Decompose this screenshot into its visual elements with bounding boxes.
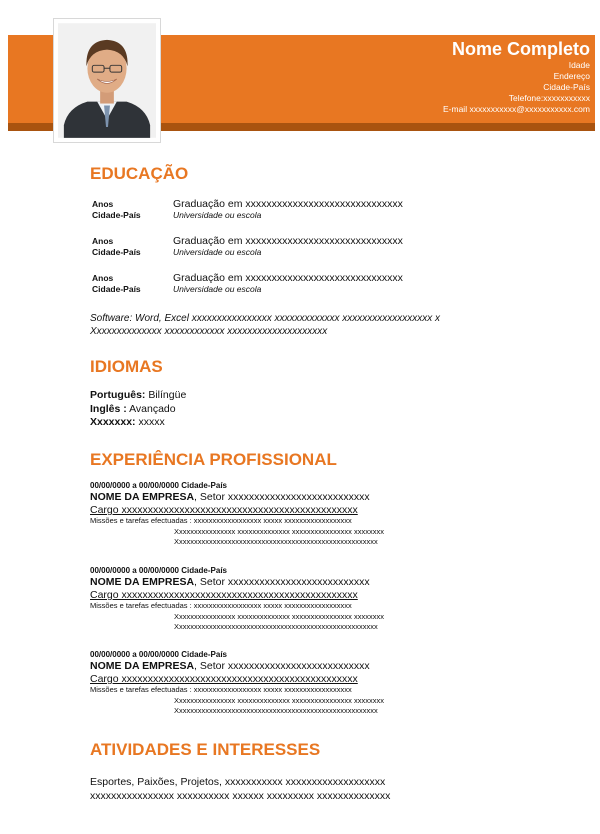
languages-list xyxy=(90,389,590,430)
education-years-place xyxy=(92,273,141,295)
language-name: Xxxxxxx: xyxy=(90,416,136,428)
education-degree: Graduação em xxxxxxxxxxxxxxxxxxxxxxxxxxxxxx xyxy=(173,198,403,210)
education-school: Universidade ou escola xyxy=(173,210,262,220)
experience-date: 00/00/0000 a 00/00/0000 Cidade-País xyxy=(90,566,227,575)
education-school: Universidade ou escola xyxy=(173,247,262,257)
profile-photo-image xyxy=(58,23,156,138)
phone-line: Telefone:xxxxxxxxxxx xyxy=(508,93,590,103)
profile-photo xyxy=(53,18,161,143)
missions-line: Xxxxxxxxxxxxxxxx xxxxxxxxxxxxxx xxxxxxxxxxxxxxxx xxxxxxxx xyxy=(174,611,385,621)
education-years-place xyxy=(92,199,141,221)
company-name: NOME DA EMPRESA xyxy=(90,660,195,672)
experience-entry xyxy=(90,565,590,633)
missions-line: Xxxxxxxxxxxxxxxxxxxxxxxxxxxxxxxxxxxxxxxxxxxxxxxxxxxxxx xyxy=(174,537,378,546)
experience-company-line xyxy=(90,491,590,504)
language-item xyxy=(90,403,590,417)
company-sector: , Setor xxxxxxxxxxxxxxxxxxxxxxxxxxx xyxy=(194,576,370,588)
language-name: Português: xyxy=(90,389,146,401)
education-years: Anos xyxy=(92,236,114,246)
experience-missions xyxy=(90,516,590,548)
full-name: Nome Completo xyxy=(451,39,590,59)
language-item xyxy=(90,416,590,430)
education-title: EDUCAÇÃO xyxy=(90,164,189,183)
missions-line: Missões e tarefas efectuadas : xxxxxxxxxxxxxxxxxx xxxxx xxxxxxxxxxxxxxxxxx xyxy=(90,601,352,610)
company-sector: , Setor xxxxxxxxxxxxxxxxxxxxxxxxxxx xyxy=(194,660,370,672)
language-name: Inglês : xyxy=(90,402,127,415)
missions-line: Xxxxxxxxxxxxxxxxxxxxxxxxxxxxxxxxxxxxxxxxxxxxxxxxxxxxxx xyxy=(174,706,378,715)
missions-line: Xxxxxxxxxxxxxxxxxxxxxxxxxxxxxxxxxxxxxxxxxxxxxxxxxxxxxx xyxy=(174,622,378,631)
missions-line: Missões e tarefas efectuadas : xxxxxxxxxxxxxxxxxx xxxxx xxxxxxxxxxxxxxxxxx xyxy=(90,516,352,525)
company-sector: , Setor xxxxxxxxxxxxxxxxxxxxxxxxxxx xyxy=(194,491,370,503)
software-skills xyxy=(90,312,590,338)
education-entry xyxy=(90,198,590,222)
languages-title: IDIOMAS xyxy=(90,357,163,376)
software-line: Xxxxxxxxxxxxxx xxxxxxxxxxxx xxxxxxxxxxxxxxxxxxxx xyxy=(90,326,328,337)
missions-line: Xxxxxxxxxxxxxxxx xxxxxxxxxxxxxx xxxxxxxxxxxxxxxx xxxxxxxx xyxy=(174,695,385,705)
company-name: NOME DA EMPRESA xyxy=(90,491,195,503)
education-place: Cidade-País xyxy=(92,247,141,257)
experience-company-line xyxy=(90,660,590,673)
contact-block xyxy=(443,38,590,115)
experience-cargo: Cargo xxxxxxxxxxxxxxxxxxxxxxxxxxxxxxxxxxxxxxxxxxxxx xyxy=(90,504,358,516)
missions-line: Xxxxxxxxxxxxxxxx xxxxxxxxxxxxxx xxxxxxxxxxxxxxxx xxxxxxxx xyxy=(174,526,385,536)
experience-company-line xyxy=(90,576,590,589)
language-level: xxxxx xyxy=(135,416,165,428)
interests-text xyxy=(90,775,590,803)
education-entry xyxy=(90,235,590,259)
email-line: E-mail xxxxxxxxxxx@xxxxxxxxxxx.com xyxy=(443,104,590,114)
education-entry xyxy=(90,272,590,296)
experience-entry xyxy=(90,480,590,548)
experience-cargo: Cargo xxxxxxxxxxxxxxxxxxxxxxxxxxxxxxxxxxxxxxxxxxxxx xyxy=(90,673,358,685)
language-level: Avançado xyxy=(126,402,176,415)
education-years: Anos xyxy=(92,273,114,283)
experience-cargo: Cargo xxxxxxxxxxxxxxxxxxxxxxxxxxxxxxxxxxxxxxxxxxxxx xyxy=(90,589,358,601)
language-level: Bilíngüe xyxy=(145,389,187,401)
interests-line: Esportes, Paixões, Projetos, xxxxxxxxxxx xxxxxxxxxxxxxxxxxxx xyxy=(90,776,386,788)
education-place: Cidade-País xyxy=(92,210,141,220)
education-school: Universidade ou escola xyxy=(173,284,262,294)
software-line: Software: Word, Excel xxxxxxxxxxxxxxxx xxxxxxxxxxxxx xxxxxxxxxxxxxxxxxx x xyxy=(90,313,441,324)
experience-date: 00/00/0000 a 00/00/0000 Cidade-País xyxy=(90,650,227,659)
education-place: Cidade-País xyxy=(92,284,141,294)
education-years: Anos xyxy=(92,199,114,209)
city-country-line: Cidade-País xyxy=(543,82,590,92)
education-degree: Graduação em xxxxxxxxxxxxxxxxxxxxxxxxxxxxxx xyxy=(173,272,403,284)
missions-line: Missões e tarefas efectuadas : xxxxxxxxxxxxxxxxxx xxxxx xxxxxxxxxxxxxxxxxx xyxy=(90,685,352,694)
education-years-place xyxy=(92,236,141,258)
address-line: Endereço xyxy=(553,71,590,81)
age-line: Idade xyxy=(568,60,590,70)
experience-date: 00/00/0000 a 00/00/0000 Cidade-País xyxy=(90,481,227,490)
experience-missions xyxy=(90,601,590,633)
experience-missions xyxy=(90,685,590,717)
interests-title: ATIVIDADES E INTERESSES xyxy=(90,740,321,759)
experience-entry xyxy=(90,649,590,717)
education-degree: Graduação em xxxxxxxxxxxxxxxxxxxxxxxxxxxxxx xyxy=(173,235,403,247)
language-item xyxy=(90,389,590,403)
experience-title: EXPERIÊNCIA PROFISSIONAL xyxy=(90,450,337,469)
company-name: NOME DA EMPRESA xyxy=(90,576,195,588)
interests-line: xxxxxxxxxxxxxxxx xxxxxxxxxx xxxxxx xxxxxxxxx xxxxxxxxxxxxxx xyxy=(90,790,391,802)
